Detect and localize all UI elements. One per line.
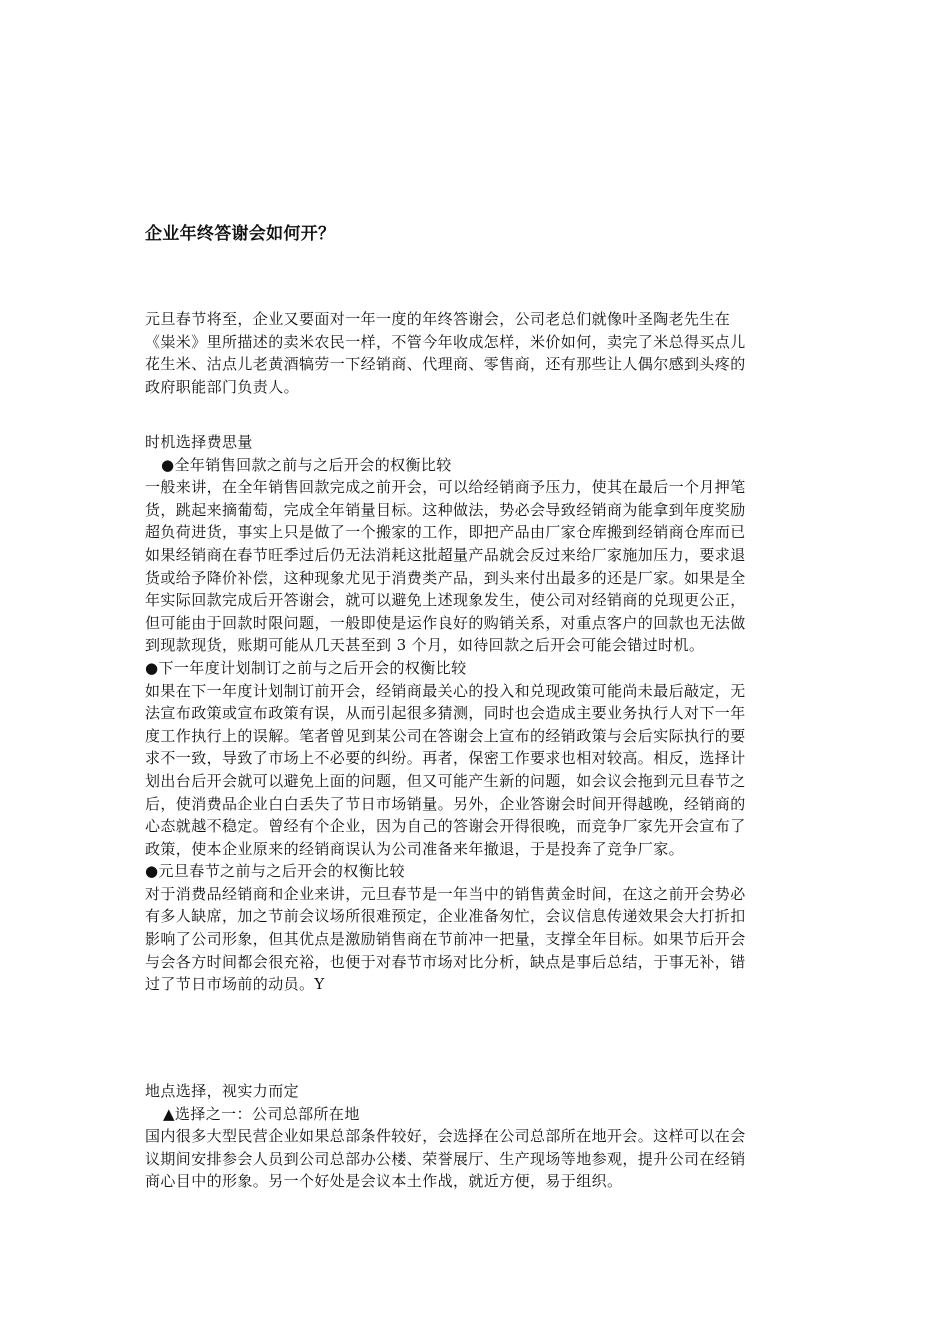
section-location xyxy=(145,1080,810,1193)
text-line: 年实际回款完成后开答谢会，就可以避免上述现象发生，使公司对经销商的兑现更公正， xyxy=(145,591,746,610)
text-line: 影响了公司形象，但其优点是激励销售商在节前冲一把量，支撑全年目标。如果节后开会 xyxy=(145,930,746,949)
text-line: 如果经销商在春节旺季过后仍无法消耗这批超量产品就会反过来给厂家施加压力，要求退 xyxy=(145,545,746,564)
text-line: 元旦春节将至，企业又要面对一年一度的年终答谢会，公司老总们就像叶圣陶老先生在 xyxy=(145,310,731,328)
text-line: 政府职能部门负责人。 xyxy=(145,377,300,396)
section-heading: 地点选择，视实力而定 xyxy=(145,1082,300,1100)
text-line: 如果在下一年度计划制订前开会，经销商最关心的投入和兑现政策可能尚未最后敲定，无 xyxy=(145,681,746,700)
document-title: 企业年终答谢会如何开？ xyxy=(145,224,336,244)
text-line: 但可能由于回款时限问题，一般即使是运作良好的购销关系，对重点客户的回款也无法做 xyxy=(145,613,746,632)
subheading: ▲选择之一：公司总部所在地 xyxy=(163,1104,360,1123)
text-line: 法宣布政策或宣布政策有误，从而引起很多猜测，同时也会造成主要业务执行人对下一年 xyxy=(145,704,746,723)
text-line: 《粜米》里所描述的卖米农民一样，不管今年收成怎样，米价如何，卖完了米总得买点儿 xyxy=(145,332,746,351)
intro-paragraph xyxy=(145,308,810,398)
subheading: ●全年销售回款之前与之后开会的权衡比较 xyxy=(161,455,452,474)
text-line: 一般来讲，在全年销售回款完成之前开会，可以给经销商予压力，使其在最后一个月押笔 xyxy=(145,478,746,497)
text-line: 货，跳起来摘葡萄，完成全年销量目标。这种做法，势必会导致经销商为能拿到年度奖励 xyxy=(145,500,746,519)
text-line: 国内很多大型民营企业如果总部条件较好，会选择在公司总部所在地开会。这样可以在会 xyxy=(145,1127,746,1146)
text-line: 与会各方时间都会很充裕，也便于对春节市场对比分析，缺点是事后总结，于事无补，错 xyxy=(145,952,746,971)
text-line: 商心目中的形象。另一个好处是会议本土作战，就近方便，易于组织。 xyxy=(145,1172,623,1191)
text-line: 求不一致，导致了市场上不必要的纠纷。再者，保密工作要求也相对较高。相反，选择计 xyxy=(145,749,746,768)
text-line: 心态就越不稳定。曾经有个企业，因为自己的答谢会开得很晚，而竞争厂家先开会宣布了 xyxy=(145,817,746,836)
text-line: 超负荷进货，事实上只是做了一个搬家的工作，即把产品由厂家仓库搬到经销商仓库而已 xyxy=(145,523,746,542)
text-line: 政策，使本企业原来的经销商误认为公司准备来年撤退，于是投奔了竞争厂家。 xyxy=(145,839,685,858)
text-line: 议期间安排参会人员到公司总部办公楼、荣誉展厅、生产现场等地参观，提升公司在经销 xyxy=(145,1149,746,1168)
text-line: 划出台后开会就可以避免上面的问题，但又可能产生新的问题，如会议会拖到元旦春节之 xyxy=(145,771,746,790)
text-line: 度工作执行上的误解。笔者曾见到某公司在答谢会上宣布的经销政策与会后实际执行的要 xyxy=(145,726,746,745)
subheading: ●下一年度计划制订之前与之后开会的权衡比较 xyxy=(145,658,467,677)
text-line: 过了节日市场前的动员。Y xyxy=(145,975,325,994)
section-timing xyxy=(145,431,810,996)
section-heading: 时机选择费思量 xyxy=(145,433,253,451)
text-line: 后，使消费品企业白白丢失了节日市场销量。另外，企业答谢会时间开得越晚，经销商的 xyxy=(145,794,746,813)
text-line: 对于消费品经销商和企业来讲，元旦春节是一年当中的销售黄金时间，在这之前开会势必 xyxy=(145,884,746,903)
subheading: ●元旦春节之前与之后开会的权衡比较 xyxy=(145,862,405,881)
text-line: 货或给予降价补偿，这种现象尤见于消费类产品，到头来付出最多的还是厂家。如果是全 xyxy=(145,568,746,587)
text-line: 花生米、沽点儿老黄酒犒劳一下经销商、代理商、零售商，还有那些让人偶尔感到头疼的 xyxy=(145,355,746,374)
text-line: 有多人缺席，加之节前会议场所很难预定，企业准备匆忙，会议信息传递效果会大打折扣 xyxy=(145,907,746,926)
text-line: 到现款现货，账期可能从几天甚至到 3 个月，如待回款之后开会可能会错过时机。 xyxy=(145,636,705,655)
